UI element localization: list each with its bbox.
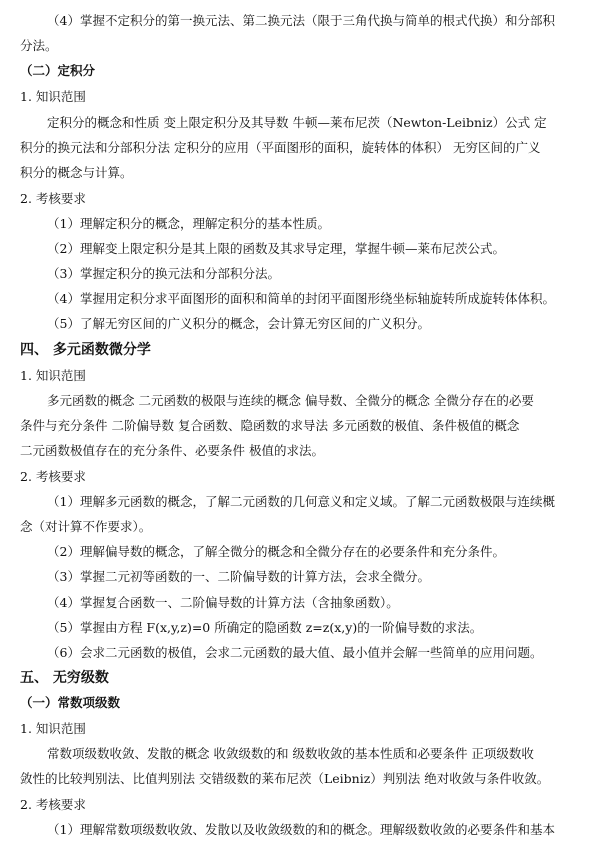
text-line: （1）理解多元函数的概念，了解二元函数的几何意义和定义域。了解二元函数极限与连续概 [47, 494, 555, 509]
subsection-heading: （二）定积分 [20, 63, 96, 78]
text-line: （2）理解变上限定积分是其上限的函数及其求导定理，掌握牛顿—莱布尼茨公式。 [47, 241, 505, 256]
text-line: （2）理解偏导数的概念，了解全微分的概念和全微分存在的必要条件和充分条件。 [47, 544, 505, 559]
text-line: （1）理解常数项级数收敛、发散以及收敛级数的和的概念。理解级数收敛的必要条件和基本 [47, 822, 555, 837]
section-heading: 五、 无穷级数 [20, 670, 109, 686]
text-line: 定积分的概念和性质 变上限定积分及其导数 牛顿—莱布尼茨（Newton-Leibniz）公式 定 [47, 115, 547, 130]
text-line: （1）理解定积分的概念，理解定积分的基本性质。 [47, 216, 330, 231]
text-line: 敛性的比较判别法、比值判别法 交错级数的莱布尼茨（Leibniz）判别法 绝对收敛与条件收敛。 [20, 771, 550, 786]
text-line: 分法。 [20, 38, 58, 53]
numbered-heading: 1. 知识范围 [20, 368, 86, 383]
text-line: 常数项级数收敛、发散的概念 收敛级数的和 级数收敛的基本性质和必要条件 正项级数收 [47, 746, 534, 761]
text-line: （5）掌握由方程 F(x,y,z)=0 所确定的隐函数 z=z(x,y)的一阶偏导数的求法。 [47, 620, 483, 635]
text-line: （4）掌握不定积分的第一换元法、第二换元法（限于三角代换与简单的根式代换）和分部积 [47, 13, 555, 28]
text-line: 多元函数的概念 二元函数的极限与连续的概念 偏导数、全微分的概念 全微分存在的必要 [47, 393, 534, 408]
numbered-heading: 1. 知识范围 [20, 721, 86, 736]
text-line: 条件与充分条件 二阶偏导数 复合函数、隐函数的求导法 多元函数的极值、条件极值的概念 [20, 418, 520, 433]
numbered-heading: 2. 考核要求 [20, 191, 86, 206]
text-line: 积分的概念与计算。 [20, 165, 133, 180]
text-line: （5）了解无穷区间的广义积分的概念，会计算无穷区间的广义积分。 [47, 316, 430, 331]
text-line: （3）掌握二元初等函数的一、二阶偏导数的计算方法，会求全微分。 [47, 569, 430, 584]
text-line: 二元函数极值存在的充分条件、必要条件 极值的求法。 [20, 443, 324, 458]
section-heading: 四、 多元函数微分学 [20, 342, 151, 358]
text-line: （4）掌握复合函数一、二阶偏导数的计算方法（含抽象函数）。 [47, 595, 399, 610]
numbered-heading: 1. 知识范围 [20, 89, 86, 104]
text-line: 念（对计算不作要求）。 [20, 519, 152, 534]
numbered-heading: 2. 考核要求 [20, 469, 86, 484]
text-line: （4）掌握用定积分求平面图形的面积和简单的封闭平面图形绕坐标轴旋转所成旋转体体积。 [47, 291, 555, 306]
text-line: （3）掌握定积分的换元法和分部积分法。 [47, 266, 280, 281]
subsection-heading: （一）常数项级数 [20, 695, 121, 710]
numbered-heading: 2. 考核要求 [20, 797, 86, 812]
text-line: 积分的换元法和分部积分法 定积分的应用（平面图形的面积，旋转体的体积） 无穷区间的广义 [20, 140, 541, 155]
text-line: （6）会求二元函数的极值，会求二元函数的最大值、最小值并会解一些简单的应用问题。 [47, 645, 543, 660]
